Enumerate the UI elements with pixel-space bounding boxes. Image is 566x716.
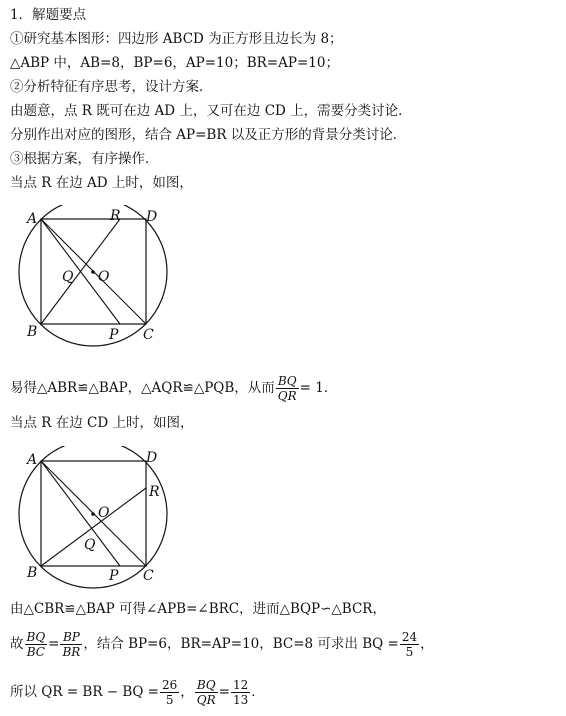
- fraction-denominator: QR: [277, 389, 297, 403]
- case-1-result: = 1．: [299, 380, 338, 396]
- fraction-numerator: BQ: [195, 678, 218, 693]
- fraction-bq-bc: [25, 630, 48, 659]
- label-d: D: [146, 450, 158, 466]
- comma: ，: [420, 636, 434, 652]
- label-o: O: [98, 269, 110, 285]
- label-b: B: [27, 565, 38, 581]
- fraction-numerator: BQ: [26, 630, 46, 644]
- fraction-denominator: BC: [26, 645, 45, 659]
- case-1-text: 易得△ABR≌△BAP，△AQR≌△PQB，从而: [10, 380, 275, 396]
- period: ．: [251, 684, 265, 700]
- label-o: O: [98, 505, 110, 521]
- section-heading: 1．解题要点: [10, 7, 87, 23]
- figure-case-2: [18, 446, 178, 598]
- fraction-denominator: 5: [165, 693, 174, 707]
- fraction-denominator: 5: [405, 645, 414, 659]
- label-p: P: [109, 327, 119, 343]
- fraction-denominator: BR: [62, 645, 81, 659]
- segment-br: [41, 488, 146, 566]
- case-2-result-line: [10, 674, 265, 710]
- label-d: D: [146, 209, 158, 225]
- fraction-26-5: [160, 678, 179, 707]
- fraction-12-13: [231, 678, 250, 707]
- label-q: Q: [84, 537, 96, 553]
- case-1-intro: 当点 R 在边 AD 上时，如图，: [10, 175, 193, 191]
- label-b: B: [27, 324, 38, 340]
- label-p: P: [109, 568, 119, 584]
- case-2-similarity: 由△CBR≌△BAP 可得∠APB=∠BRC，进而△BQP∽△BCR，: [10, 601, 386, 617]
- label-r: R: [110, 208, 121, 224]
- label-a: A: [27, 211, 38, 227]
- figure-case-1: [18, 205, 178, 355]
- point-1-triangle: △ABP 中，AB=8，BP=6，AP=10；BR=AP=10；: [10, 55, 339, 71]
- given-values-text: ，结合 BP=6，BR=AP=10，BC=8 可求出 BQ =: [83, 636, 399, 652]
- point-3: ③根据方案，有序操作．: [10, 151, 159, 167]
- fraction-numerator: BQ: [276, 374, 299, 389]
- fraction-denominator: QR: [196, 693, 216, 707]
- fraction-bp-br: [60, 630, 82, 659]
- center-point: [91, 270, 95, 274]
- comma: ，: [180, 684, 194, 700]
- case-2-ratio-line: [10, 626, 434, 662]
- fraction-denominator: 13: [232, 693, 249, 707]
- fraction-numerator: 12: [232, 678, 249, 692]
- equals-sign: =: [218, 684, 230, 700]
- label-c: C: [143, 327, 154, 343]
- case-1-conclusion: [10, 370, 337, 406]
- fraction-numerator: 26: [162, 678, 178, 692]
- case-2-intro: 当点 R 在边 CD 上时，如图，: [10, 415, 194, 431]
- fraction-bq-qr: [276, 374, 299, 403]
- fraction-numerator: 24: [401, 630, 418, 644]
- qr-text: 所以 QR = BR − BQ =: [10, 684, 159, 700]
- fraction-numerator: BP: [60, 630, 82, 645]
- label-q: Q: [62, 269, 74, 285]
- point-2: ②分析特征有序思考，设计方案．: [10, 79, 213, 95]
- fraction-24-5: [400, 630, 419, 659]
- point-2-cases: 由题意，点 R 既可在边 AD 上，又可在边 CD 上，需要分类讨论．: [10, 103, 412, 119]
- fraction-bq-qr: [195, 678, 218, 707]
- point-1: ①研究基本图形：四边形 ABCD 为正方形且边长为 8；: [10, 31, 343, 47]
- therefore-text: 故: [10, 636, 24, 652]
- point-2-figures: 分别作出对应的图形，结合 AP=BR 以及正方形的背景分类讨论．: [10, 127, 407, 143]
- label-c: C: [143, 568, 154, 584]
- center-point: [91, 512, 95, 516]
- equals-sign: =: [48, 636, 60, 652]
- label-r: R: [149, 484, 160, 500]
- label-a: A: [27, 452, 38, 468]
